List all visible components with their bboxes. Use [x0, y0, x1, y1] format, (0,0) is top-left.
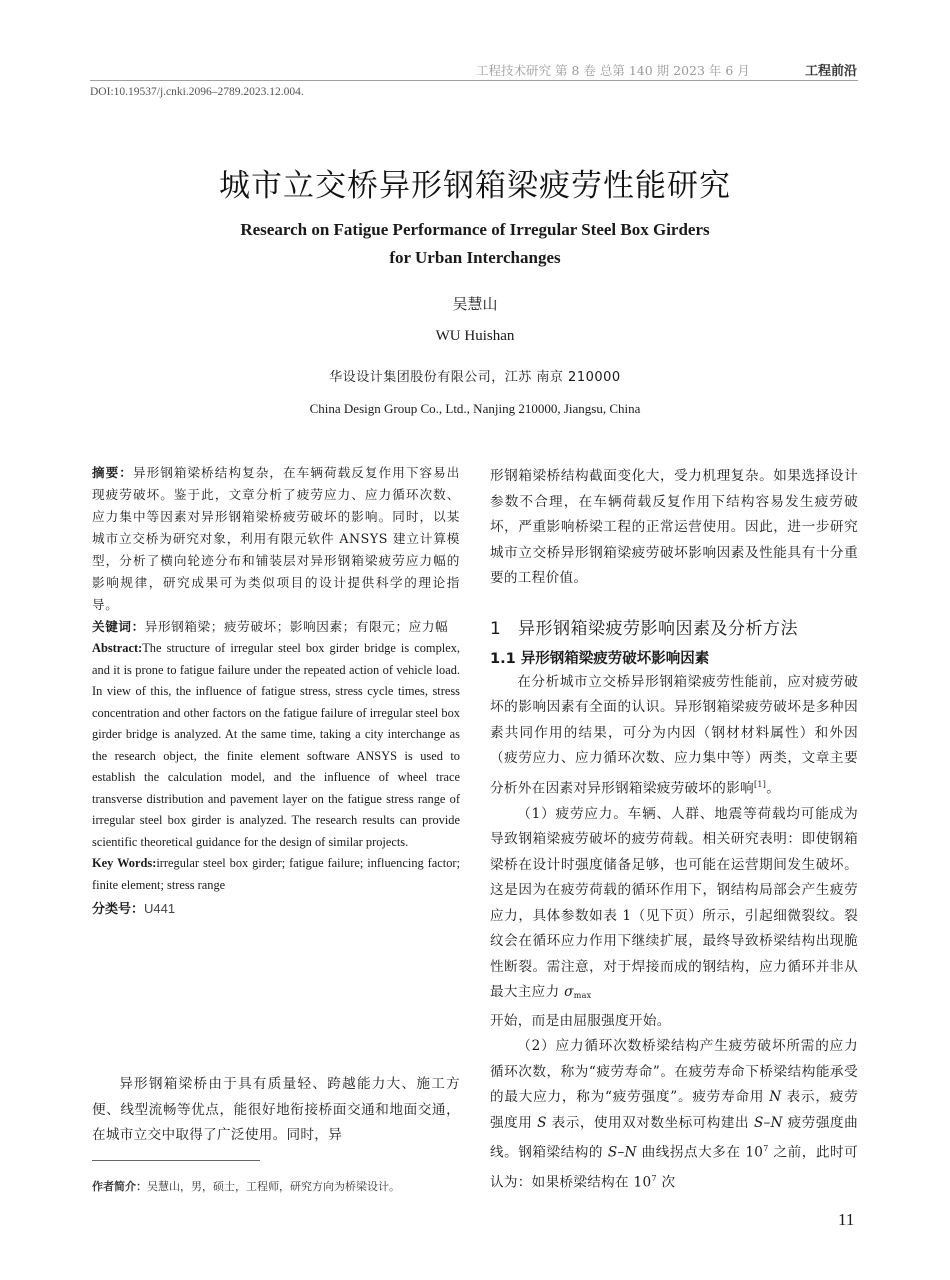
body-right-column: [490, 464, 858, 1196]
affiliation-english: China Design Group Co., Ltd., Nanjing 210000, Jiangsu, China: [309, 401, 641, 416]
keywords-text: 异形钢箱梁；疲劳破坏；影响因素；有限元；应力幅: [144, 619, 449, 634]
paragraph-stress-cycles: [490, 1034, 858, 1196]
page-number: 11: [838, 1210, 855, 1229]
header-rule: [90, 80, 858, 81]
title-english-line1: Research on Fatigue Performance of Irregular Steel Box Girders: [240, 220, 710, 239]
abstract-text: 异形钢箱梁桥结构复杂，在车辆荷载反复作用下容易出现疲劳破坏。鉴于此，文章分析了疲劳应力、应力循环次数、应力集中等因素对异形钢箱梁桥疲劳破坏的影响。同时，以某城市立交桥为研究对象，利用有限元软件 ANSYS 建立计算模型，分析了横向轮迹分布和铺装层对异形钢箱梁疲劳应力幅的影响规律，研究成果可为类似项目的设计提供科学的理论指导。: [92, 465, 460, 612]
author-chinese: 吴慧山: [452, 295, 498, 313]
p3-g: 次: [656, 1174, 676, 1191]
classification-value: U441: [144, 901, 176, 916]
abstract-english: [92, 638, 460, 853]
paragraph-2-end: 开始，而是由屈服强度开始。: [490, 1012, 671, 1029]
section-1-heading: [490, 614, 858, 639]
p3-b: 表示，疲劳强度用: [490, 1089, 858, 1131]
abstract-en-label: Abstract:: [92, 641, 143, 655]
title-chinese: 城市立交桥异形钢箱梁疲劳性能研究: [219, 168, 731, 204]
footnote-label: 作者简介：: [92, 1180, 147, 1193]
author-english: WU Huishan: [435, 328, 515, 344]
citation-1: [1]: [753, 779, 767, 789]
title-english-line2: for Urban Interchanges: [389, 248, 561, 267]
sigma-symbol: σ: [564, 984, 574, 1001]
section-1-number: 1: [490, 618, 502, 639]
doi: DOI:10.19537/j.cnki.2096–2789.2023.12.004.: [90, 86, 304, 98]
p3-sup2: 7: [651, 1174, 657, 1184]
p3-c: 表示，使用双对数坐标可构建出: [546, 1114, 754, 1131]
intro-continued: 形钢箱梁桥结构截面变化大，受力机理复杂。如果选择设计参数不合理，在车辆荷载反复作用下结构容易发生疲劳破坏，严重影响桥梁工程的正常运营使用。因此，进一步研究城市立交桥异形钢箱梁疲劳破坏影响因素及性能具有十分重要的工程价值。: [490, 468, 858, 586]
body-left-column: [92, 1072, 460, 1149]
p3-e: 曲线拐点大多在 10: [636, 1144, 764, 1161]
keywords-english: [92, 853, 460, 896]
keywords-en-label: Key Words:: [92, 856, 157, 870]
classification-label: 分类号：: [92, 902, 145, 917]
abstract-column: [92, 462, 460, 921]
p3-sup1: 7: [763, 1144, 769, 1154]
journal-info: 工程技术研究 第 8 卷 总第 140 期 2023 年 6 月: [476, 63, 750, 78]
keywords-label: 关键词：: [92, 619, 145, 634]
sigma-subscript: max: [573, 991, 592, 1001]
keywords-chinese: [92, 616, 460, 638]
intro-paragraph: 异形钢箱梁桥由于具有质量轻、跨越能力大、施工方便、线型流畅等优点，能很好地衔接桥面交通和地面交通，在城市立交中取得了广泛使用。同时，异: [92, 1076, 460, 1143]
footnote-text: 吴慧山，男，硕士，工程师，研究方向为桥梁设计。: [147, 1180, 400, 1193]
title-english: [0, 216, 950, 272]
p3-s: S: [537, 1114, 547, 1131]
abstract-en-text: The structure of irregular steel box girder bridge is complex, and it is prone to fatigue failure under the repeated action of vehicle load. In view of this, the influence of fatigue stress, stress cycle times, stress concentration and other factors on the fatigue failure of irregular steel box girder bridge is analyzed. At the same time, taking a city interchange as the research object, the finite element software ANSYS is used to establish the calculation model, and the influence of wheel trace transverse distribution and pavement layer on the fatigue stress range of irregular steel box girder is analyzed. The research results can provide scientific theoretical guidance for the design of similar projects.: [92, 641, 460, 849]
section-label: 工程前沿: [805, 64, 858, 79]
classification: [92, 898, 460, 921]
keywords-en-text: irregular steel box girder; fatigue failure; influencing factor; finite element; stress range: [92, 856, 461, 892]
paragraph-1: [490, 670, 858, 802]
p3-sn2: S–N: [607, 1144, 637, 1161]
section-1-title: 异形钢箱梁疲劳影响因素及分析方法: [518, 618, 798, 639]
p3-d: 疲劳强度曲线。钢箱梁结构的: [490, 1114, 858, 1161]
abstract-label: 摘要：: [92, 465, 133, 480]
p3-sn1: S–N: [753, 1114, 783, 1131]
author-footnote: [92, 1178, 400, 1194]
paragraph-fatigue-stress: [490, 802, 858, 1035]
paragraph-2-text: （1）疲劳应力。车辆、人群、地震等荷载均可能成为导致钢箱梁疲劳破坏的疲劳荷载。相关研究表明：即使钢箱梁桥在设计时强度储备足够，也可能在运营期间发生破坏。这是因为在疲劳荷载的循环作用下，钢结构局部会产生疲劳应力，具体参数如表 1（见下页）所示，引起细微裂纹。裂纹会在循环应力作用下继续扩展，最终导致桥梁结构出现脆性断裂。需注意，对于焊接而成的钢结构，应力循环并非从最大主应力: [490, 805, 858, 1001]
paragraph-1-end: 。: [766, 780, 781, 797]
abstract-chinese: [92, 462, 460, 616]
affiliation-chinese: 华设设计集团股份有限公司，江苏 南京 210000: [329, 370, 621, 385]
section-1-1-heading: 1.1 异形钢箱梁疲劳破坏影响因素: [490, 650, 710, 667]
p3-a: （2）应力循环次数桥梁结构产生疲劳破坏所需的应力循环次数，称为“疲劳寿命”。在疲劳寿命下桥梁结构能承受的最大应力，称为“疲劳强度”。疲劳寿命用: [490, 1038, 858, 1106]
paragraph-1-text: 在分析城市立交桥异形钢箱梁疲劳性能前，应对疲劳破坏的影响因素有全面的认识。异形钢箱梁疲劳破坏是多种因素共同作用的结果，可分为内因（钢材材料属性）和外因（疲劳应力、应力循环次数、应力集中等）两类，文章主要分析外在因素对异形钢箱梁疲劳破坏的影响: [490, 673, 858, 797]
p3-n: N: [769, 1089, 782, 1106]
footnote-rule: [92, 1160, 260, 1161]
p3-f: 之前，此时可认为：如果桥梁结构在 10: [490, 1144, 859, 1191]
